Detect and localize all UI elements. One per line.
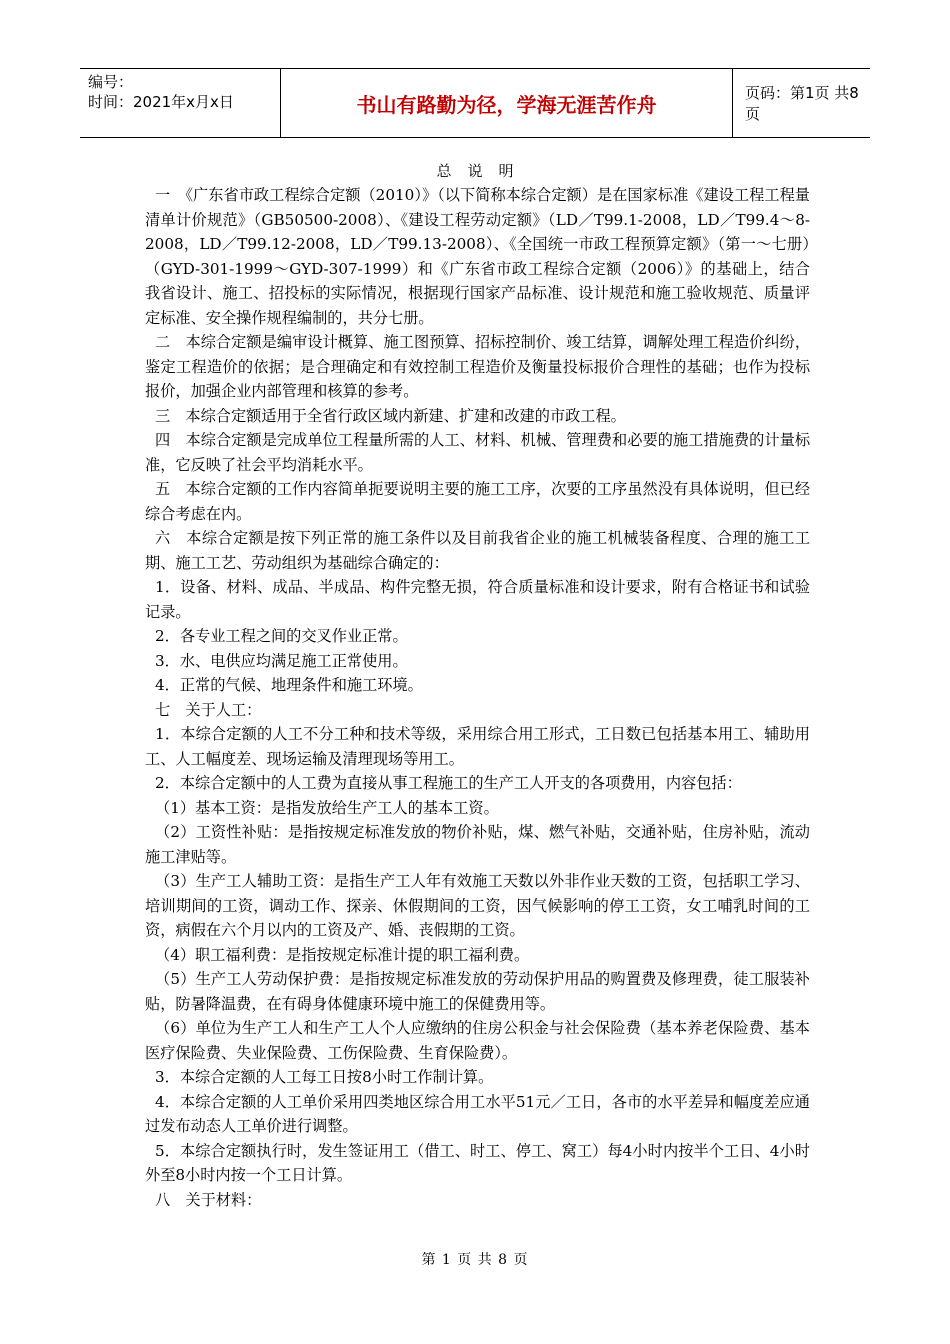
document-title: 总说明: [436, 162, 530, 180]
paragraph: 3．本综合定额的人工每工日按8小时工作制计算。: [155, 1068, 494, 1086]
paragraph: 八 关于材料：: [155, 1190, 262, 1209]
document-number-label: 编号：: [88, 73, 134, 91]
paragraph: （5）生产工人劳动保护费：是指按规定标准发放的劳动保护用品的购置费及修理费，徒工服装补贴，防暑降温费，在有碍身体健康环境中施工的保健费用等。: [145, 970, 810, 1013]
paragraph: 2．本综合定额中的人工费为直接从事工程施工的生产工人开支的各项费用，内容包括：: [155, 774, 742, 792]
page-header: [80, 68, 870, 138]
header-motto: 书山有路勤为径，学海无涯苦作舟: [280, 69, 733, 137]
paragraph: （2）工资性补贴：是指按规定标准发放的物价补贴，煤、燃气补贴，交通补贴，住房补贴，流动施工津贴等。: [145, 823, 810, 866]
header-page-number: 页码：第1页 共8页: [745, 84, 859, 123]
paragraph: 1．设备、材料、成品、半成品、构件完整无损，符合质量标准和设计要求，附有合格证书和试验记录。: [145, 578, 810, 621]
paragraph: 七 关于人工：: [155, 700, 262, 719]
paragraph: 4．本综合定额的人工单价采用四类地区综合用工水平51元／工日，各市的水平差异和幅度差应通过发布动态人工单价进行调整。: [145, 1092, 810, 1135]
paragraph: （4）职工福利费：是指按规定标准计提的职工福利费。: [155, 945, 530, 964]
paragraph: （1）基本工资：是指发放给生产工人的基本工资。: [155, 798, 499, 817]
paragraph: 1．本综合定额的人工不分工种和技术等级，采用综合用工形式，工日数已包括基本用工、辅助用工、人工幅度差、现场运输及清理现场等用工。: [145, 725, 810, 768]
paragraph: 3．水、电供应均满足施工正常使用。: [155, 651, 408, 670]
paragraph: （3）生产工人辅助工资：是指生产工人年有效施工天数以外非作业天数的工资，包括职工学习、培训期间的工资，调动工作、探亲、休假期间的工资，因气候影响的停工工资，女工哺乳时间的工资，病假在六个月以内的工资及产、婚、丧假期的工资。: [145, 872, 810, 939]
page-footer: 第 1 页 共 8 页: [421, 1252, 529, 1268]
header-info: [80, 69, 280, 137]
paragraph: 5．本综合定额执行时，发生签证用工（借工、时工、停工、窝工）每4小时内按半个工日、4小时外至8小时内按一个工日计算。: [145, 1141, 810, 1184]
paragraph: 4．正常的气候、地理条件和施工环境。: [155, 676, 423, 694]
paragraph: 四 本综合定额是完成单位工程量所需的人工、材料、机械、管理费和必要的施工措施费的计量标准，它反映了社会平均消耗水平。: [145, 431, 810, 474]
document-date-label: 时间：2021年x月x日: [88, 93, 234, 111]
paragraph: 二 本综合定额是编审设计概算、施工图预算、招标控制价、竣工结算，调解处理工程造价纠纷，鉴定工程造价的依据；是合理确定和有效控制工程造价及衡量投标报价合理性的基础；也作为投标报价，加强企业内部管理和核算的参考。: [145, 333, 810, 400]
paragraph: 2．各专业工程之间的交叉作业正常。: [155, 627, 408, 645]
paragraph: （6）单位为生产工人和生产工人个人应缴纳的住房公积金与社会保险费（基本养老保险费、基本医疗保险费、失业保险费、工伤保险费、生育保险费）。: [145, 1019, 810, 1062]
paragraph: 五 本综合定额的工作内容简单扼要说明主要的施工工序，次要的工序虽然没有具体说明，但已经综合考虑在内。: [145, 480, 810, 523]
document-body: [145, 183, 810, 1212]
paragraph: 六 本综合定额是按下列正常的施工条件以及目前我省企业的施工机械装备程度、合理的施工工期、施工工艺、劳动组织为基础综合确定的：: [145, 529, 810, 572]
paragraph: 一 《广东省市政工程综合定额（2010）》（以下简称本综合定额）是在国家标准《建设工程工程量清单计价规范》（GB50500-2008）、《建设工程劳动定额》（LD／T99.1-2008，LD／T99.4～8-2008，LD／T99.12-2008，LD／T99.13-2008）、《全国统一市政工程预算定额》（第一～七册）（GYD-301-1999～GYD-307-1999）和《广东省市政工程综合定额（2006）》的基础上，结合我省设计、施工、招投标的实际情况，根据现行国家产品标准、设计规范和施工验收规范、质量评定标准、安全操作规程编制的，共分七册。: [145, 186, 810, 327]
paragraph: 三 本综合定额适用于全省行政区域内新建、扩建和改建的市政工程。: [155, 406, 626, 425]
